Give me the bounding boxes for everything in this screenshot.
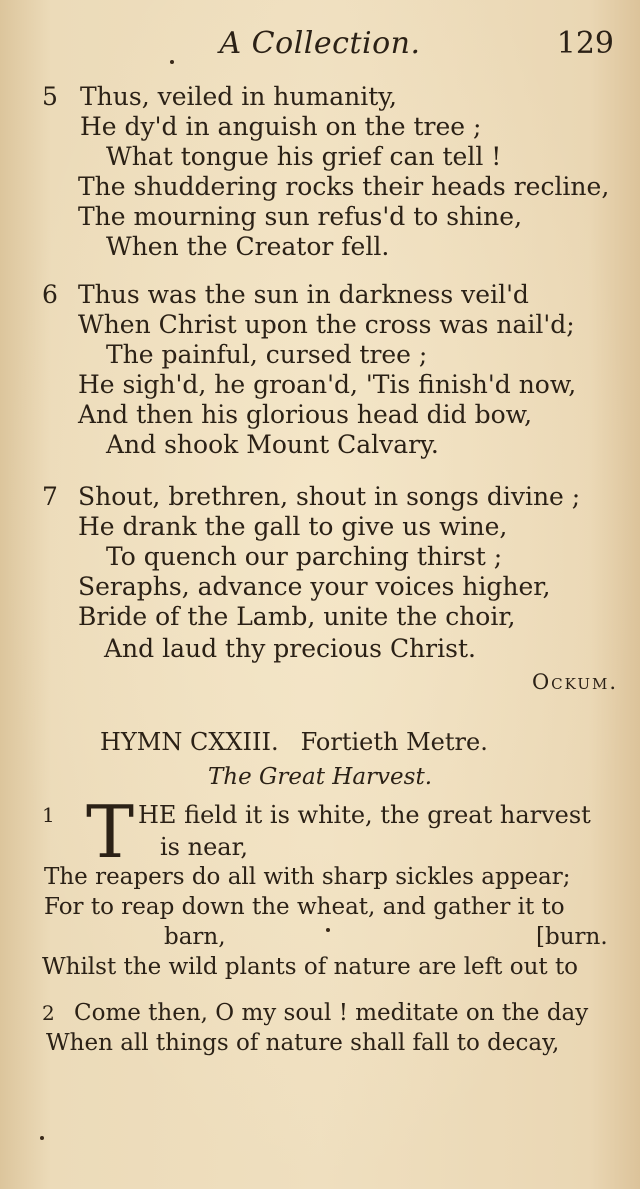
- verse-line: And shook Mount Calvary.: [106, 430, 439, 459]
- verse-line: He sigh'd, he groan'd, 'Tis finish'd now,: [78, 370, 577, 399]
- verse-line: barn,: [164, 924, 226, 950]
- hymn-number: HYMN CXXIII.: [100, 728, 279, 756]
- verse-line: When all things of nature shall fall to decay,: [46, 1030, 560, 1056]
- stanza-number: 7: [42, 482, 58, 511]
- verse-line: And then his glorious head did bow,: [78, 400, 533, 429]
- verse-line: Thus was the sun in darkness veil'd: [78, 280, 529, 309]
- author-attribution: Ockum.: [531, 670, 618, 694]
- verse-line: And laud thy precious Christ.: [104, 634, 476, 663]
- verse-number: 1: [42, 803, 55, 827]
- ink-speck: [170, 60, 174, 64]
- page-number: 129: [556, 26, 614, 61]
- verse-line: Whilst the wild plants of nature are left out to: [42, 954, 579, 980]
- hymn-subtitle: The Great Harvest.: [207, 764, 433, 790]
- verse-line: is near,: [160, 833, 249, 861]
- stanza-number: 5: [42, 82, 58, 111]
- verse-line: What tongue his grief can tell !: [106, 142, 502, 171]
- verse-line: Bride of the Lamb, unite the choir,: [78, 602, 516, 631]
- verse-line: The mourning sun refus'd to shine,: [78, 202, 523, 231]
- verse-line: He dy'd in anguish on the tree ;: [80, 112, 482, 141]
- stanza-number: 6: [42, 280, 58, 309]
- verse-line: Shout, brethren, shout in songs divine ;: [78, 482, 581, 511]
- hymn-heading: [100, 728, 488, 756]
- verse-number: 2: [42, 1001, 55, 1025]
- verse-line: To quench our parching thirst ;: [106, 542, 503, 571]
- verse-line: The painful, cursed tree ;: [106, 340, 428, 369]
- ink-speck: [326, 928, 330, 932]
- verse-line: For to reap down the wheat, and gather it to: [44, 894, 565, 920]
- hymn-metre: Fortieth Metre.: [300, 728, 488, 756]
- verse-line: He drank the gall to give us wine,: [78, 512, 508, 541]
- running-title: A Collection.: [219, 26, 421, 61]
- ink-speck: [40, 1136, 44, 1140]
- verse-line: When the Creator fell.: [106, 232, 390, 261]
- verse-line: The shuddering rocks their heads recline,: [78, 172, 610, 201]
- verse-line: HE field it is white, the great harvest: [138, 801, 591, 829]
- verse-line: Thus, veiled in humanity,: [80, 82, 398, 111]
- verse-line: [burn.: [536, 924, 608, 950]
- verse-line: Seraphs, advance your voices higher,: [78, 572, 551, 601]
- verse-line: The reapers do all with sharp sickles appear;: [44, 864, 571, 890]
- verse-line: When Christ upon the cross was nail'd;: [78, 310, 575, 339]
- drop-cap: T: [86, 790, 135, 874]
- verse-line: Come then, O my soul ! meditate on the day: [74, 1000, 589, 1026]
